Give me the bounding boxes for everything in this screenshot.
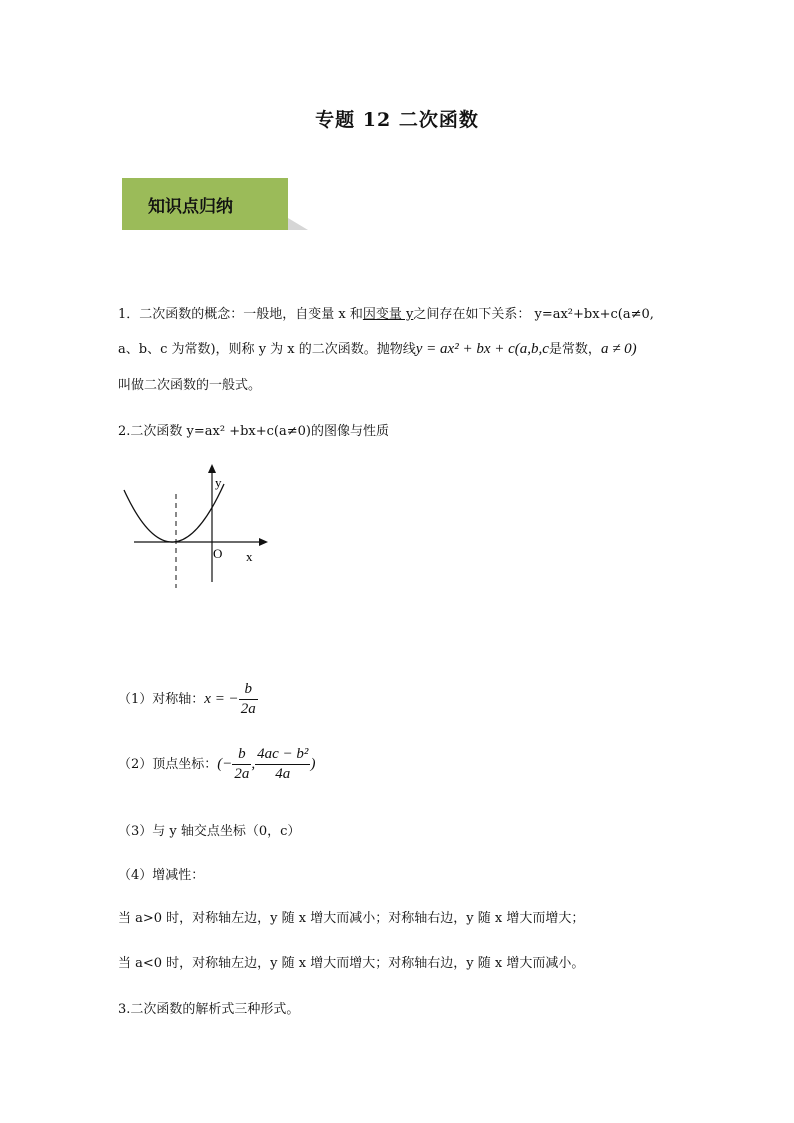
fraction-denominator: 4a <box>275 766 291 782</box>
concept-line-2 <box>118 338 637 358</box>
concept-text: 之间存在如下关系： y=ax²+bx+c(a≠0, <box>413 307 654 322</box>
concept-text: 1．二次函数的概念：一般地，自变量 x 和 <box>118 307 363 322</box>
x-axis-label: x <box>246 549 253 564</box>
concept-line-3: 叫做二次函数的一般式。 <box>118 378 262 393</box>
concept-line-1 <box>118 303 654 322</box>
parabola-graph <box>118 462 268 592</box>
concept-underlined-term: 因变量 y <box>362 307 414 322</box>
fraction-numerator: b <box>232 745 251 765</box>
symmetry-axis-lhs: x = − <box>204 691 239 707</box>
symmetry-axis-label: （1）对称轴： <box>118 692 205 707</box>
vertex-comma: , <box>251 756 256 772</box>
vertex-close-paren: ) <box>310 756 316 772</box>
x-axis-arrow <box>259 538 268 546</box>
banner-fold-decoration <box>288 218 308 230</box>
y-axis-arrow <box>208 464 216 473</box>
analytic-forms-heading: 3.二次函数的解析式三种形式。 <box>118 1002 300 1017</box>
fraction-denominator: 2a <box>240 701 256 717</box>
fraction-denominator: 2a <box>234 766 250 782</box>
origin-label: O <box>213 546 223 561</box>
nonzero-condition: a ≠ 0) <box>600 341 637 357</box>
parabola-curve <box>124 484 224 542</box>
monotonicity-label: （4）增减性： <box>118 868 205 883</box>
y-intercept-line: （3）与 y 轴交点坐标（0，c） <box>118 824 301 839</box>
y-axis-label: y <box>215 475 222 490</box>
vertex-label: （2）顶点坐标： <box>118 757 218 772</box>
monotonicity-case-negative: 当 a<0 时，对称轴左边，y 随 x 增大而增大；对称轴右边，y 随 x 增大而减小。 <box>118 956 585 971</box>
vertex-line <box>118 745 315 784</box>
graph-section-heading: 2.二次函数 y=ax² +bx+c(a≠0)的图像与性质 <box>118 424 389 439</box>
symmetry-axis-fraction <box>239 680 258 719</box>
section-banner-label: 知识点归纳 <box>148 197 233 217</box>
vertex-open-paren: (− <box>217 756 233 772</box>
concept-text: 是常数， <box>548 342 601 357</box>
vertex-y-fraction <box>255 745 310 784</box>
page-title: 专题 12 二次函数 <box>315 109 479 131</box>
concept-text: a、b、c 为常数)，则称 y 为 x 的二次函数。抛物线 <box>118 342 416 357</box>
symmetry-axis-line <box>118 680 258 719</box>
fraction-numerator: b <box>239 680 258 700</box>
monotonicity-case-positive: 当 a>0 时，对称轴左边，y 随 x 增大而减小；对称轴右边，y 随 x 增大而增大； <box>118 911 585 926</box>
vertex-x-fraction <box>232 745 251 784</box>
general-form-formula: y = ax² + bx + c(a,b,c <box>415 341 549 357</box>
fraction-numerator: 4ac − b² <box>255 745 310 765</box>
